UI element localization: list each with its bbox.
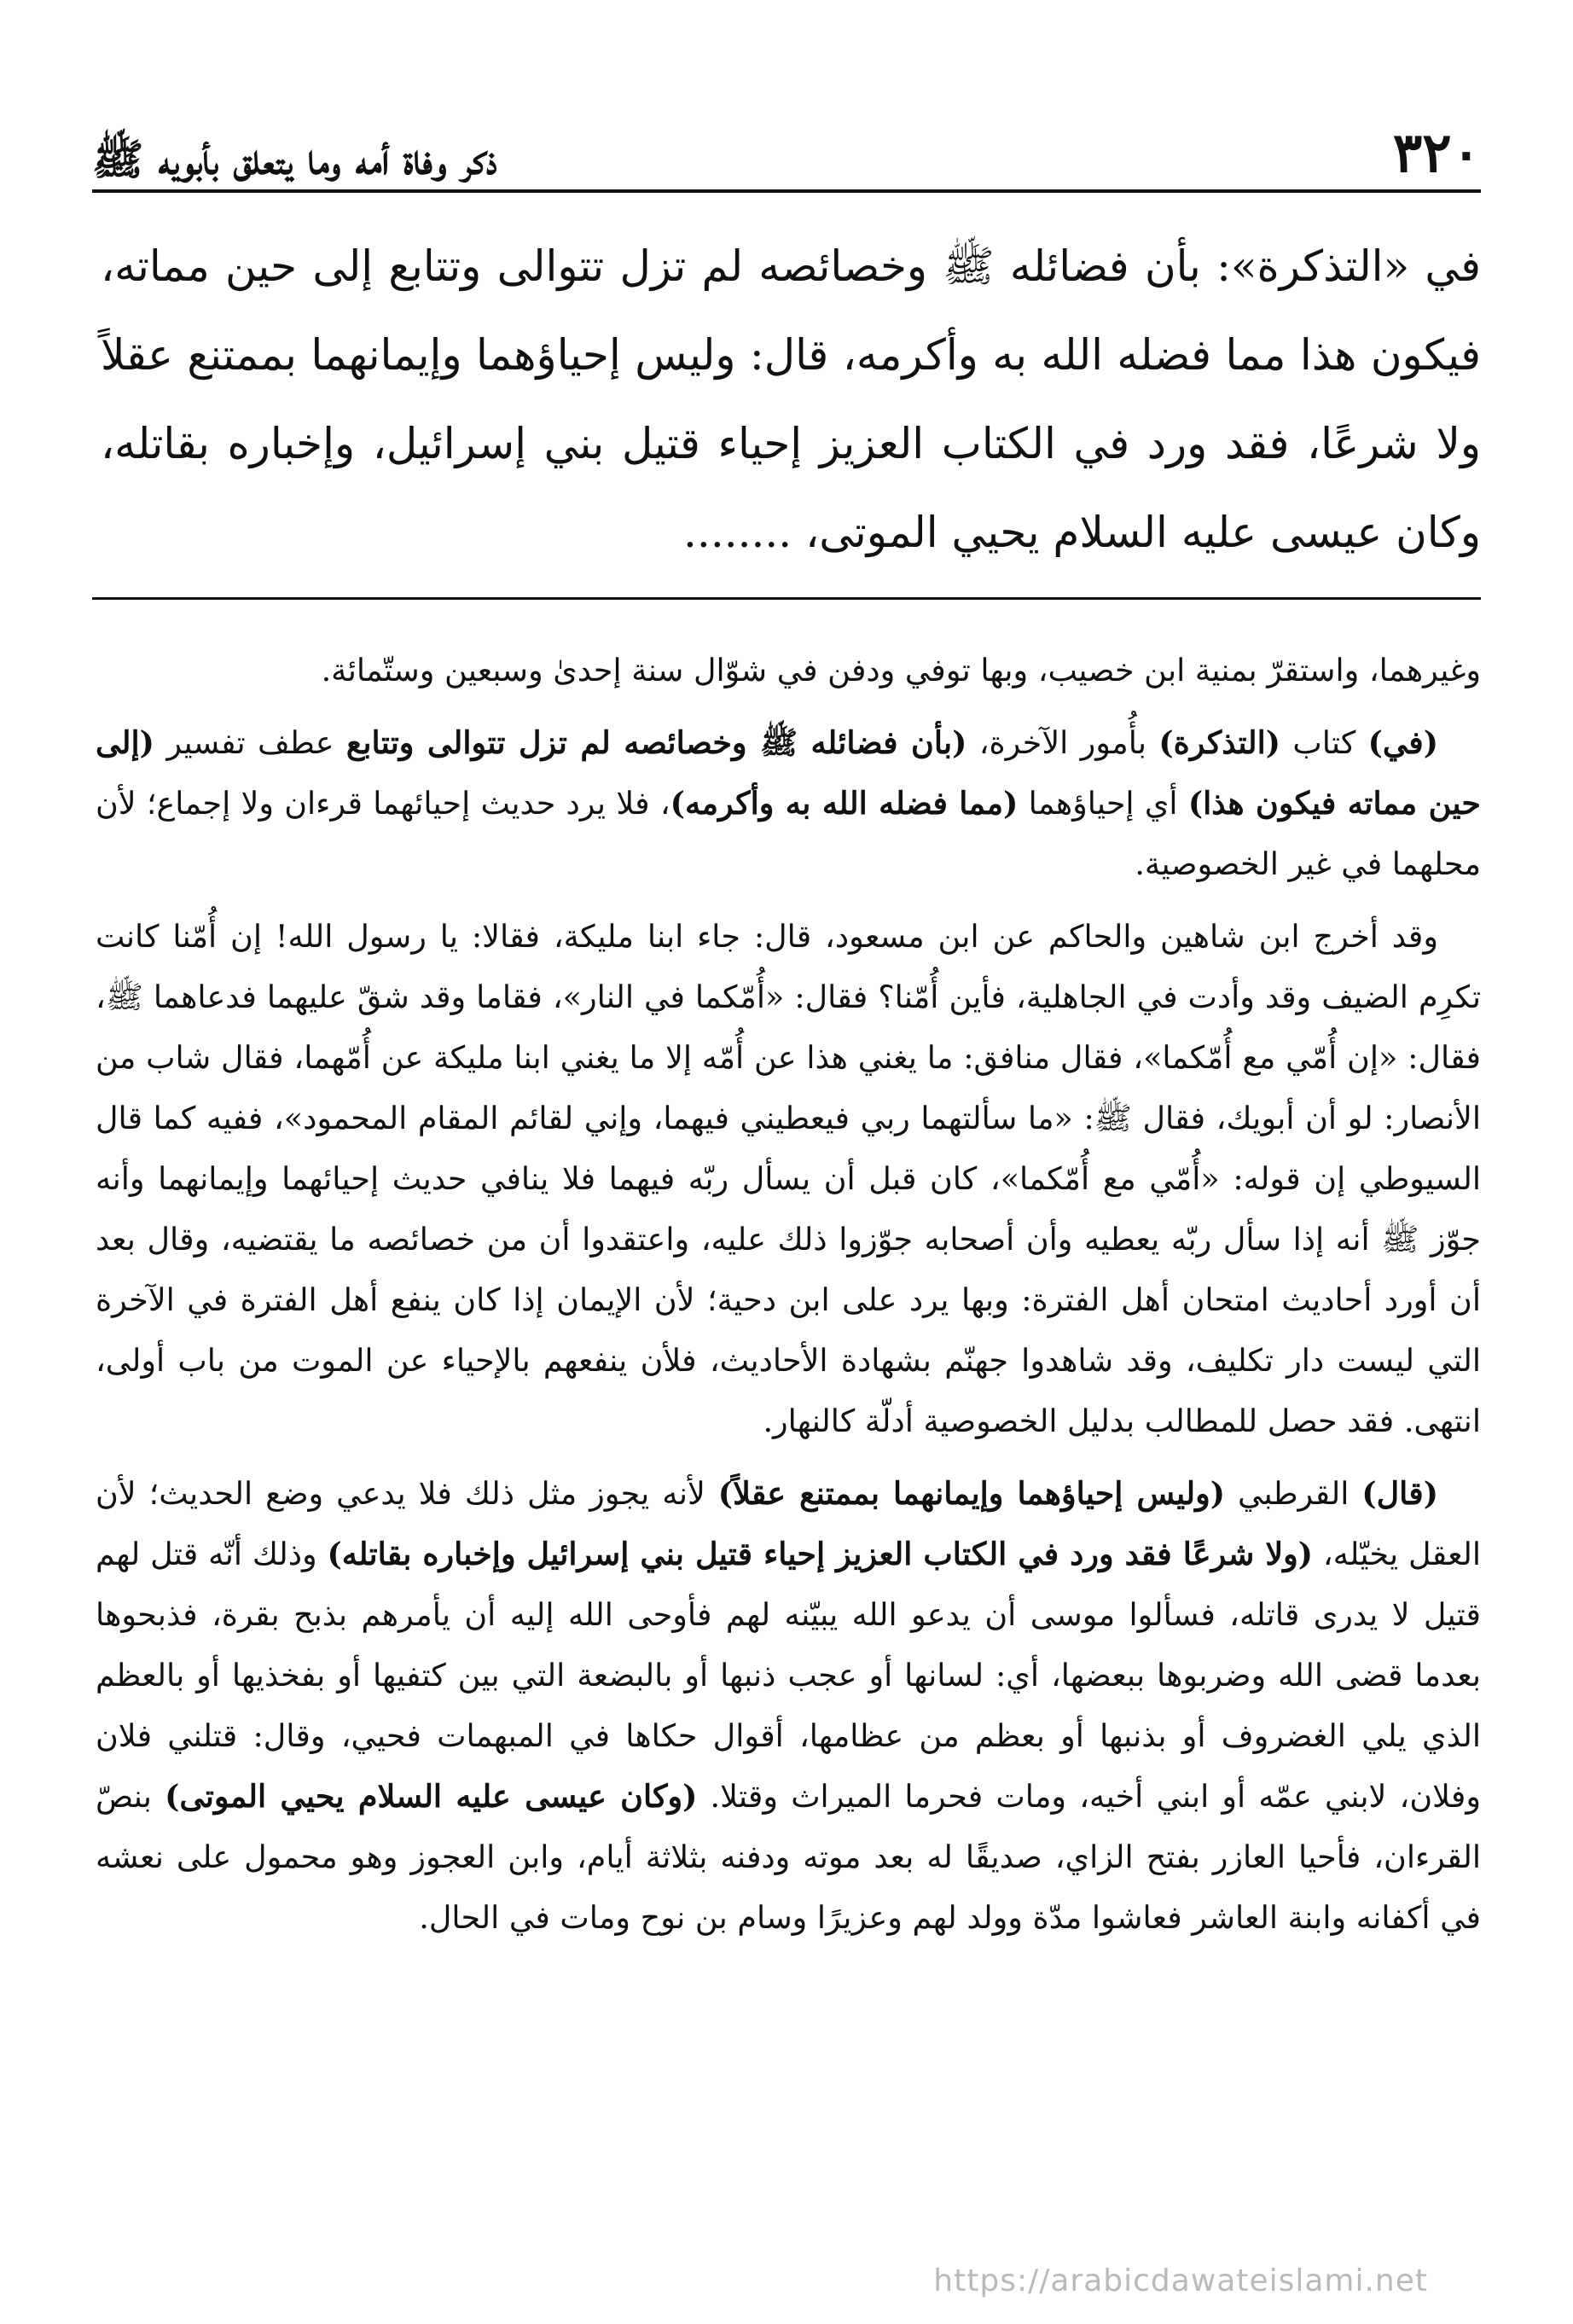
commentary-paragraph-2: (في) كتاب (التذكرة) بأُمور الآخرة، (بأن فضائله ﷺ وخصائصه لم تزل تتوالى وتتابع عطف تفسير (إلى حين مماته فيكون هذا) أي إحياؤهما (مما فضله الله به وأكرمه)، فلا يرد حديث إحيائهما قرءان ولا إجماع؛ لأن محلهما في غير الخصوصية. — [96, 724, 1481, 882]
quoted-term: (التذكرة) — [1158, 724, 1280, 761]
commentary-paragraph-3: وقد أخرج ابن شاهين والحاكم عن ابن مسعود، قال: جاء ابنا مليكة، فقالا: يا رسول الله! إن أُمّنا كانت تكرِم الضيف وقد وأدت في الجاهلية، فأين أُمّنا؟ فقال: «أُمّكما في النار»، فقاما وقد شقّ عليهما فدعاهما ﷺ، فقال: «إن أُمّي مع أُمّكما»، فقال منافق: ما يغني هذا عن أُمّه إلا ما يغني ابنا مليكة عن أُمّهما، فقال شاب من الأنصار: لو أن أبويك، فقال ﷺ: «ما سألتهما ربي فيعطيني فيهما، وإني لقائم المقام المحمود»، ففيه كما قال السيوطي إن قوله: «أُمّي مع أُمّكما»، كان قبل أن يسأل ربّه فيهما فلا ينافي حديث إحيائهما وإيمانهما وأنه جوّز ﷺ أنه إذا سأل ربّه يعطيه وأن أصحابه جوّزوا ذلك عليه، واعتقدوا أن من خصائصه ما يقتضيه، وقال بعد أن أورد أحاديث امتحان أهل الفترة: وبها يرد على ابن دحية؛ لأن الإيمان إذا كان ينفع أهل الفترة في الآخرة التي ليست دار تكليف، وقد شاهدوا جهنّم بشهادة الأحاديث، فلأن ينفعهم بالإحياء عن الموت من باب أولى، انتهى. فقد حصل للمطالب بدليل الخصوصية أدلّة كالنهار. — [96, 918, 1481, 1439]
watermark-url: https://arabicdawateislami.net — [933, 2263, 1428, 2298]
quoted-term: (قال) — [1361, 1475, 1438, 1512]
quoted-term: (وليس إحياؤهما وإيمانهما بممتنع عقلاً) — [717, 1475, 1226, 1512]
quoted-term: (بأن فضائله ﷺ وخصائصه لم تزل تتوالى وتتابع — [345, 724, 967, 761]
page-number: ٣٢٠ — [1392, 121, 1481, 185]
quoted-term: (مما فضله الله به وأكرمه) — [670, 785, 1019, 822]
separator-rule — [92, 597, 1481, 600]
main-text — [101, 222, 1481, 577]
header-rule — [92, 189, 1481, 193]
quoted-term: (ولا شرعًا فقد ورد في الكتاب العزيز إحياء قتيل بني إسرائيل وإخباره بقاتله) — [327, 1536, 1314, 1572]
quoted-term: (إلى حين مماته فيكون هذا) — [96, 724, 1481, 822]
quoted-term: (في) — [1367, 724, 1438, 761]
commentary — [96, 640, 1481, 1960]
main-text-paragraph: في «التذكرة»: بأن فضائله ﷺ وخصائصه لم تزل تتوالى وتتابع إلى حين مماته، فيكون هذا مما فضله الله به وأكرمه، قال: وليس إحياؤهما وإيمانهما بممتنع عقلاً ولا شرعًا، فقد ورد في الكتاب العزيز إحياء قتيل بني إسرائيل، وإخباره بقاتله، وكان عيسى عليه السلام يحيي الموتى، ........ — [101, 241, 1481, 557]
commentary-paragraph-4: (قال) القرطبي (وليس إحياؤهما وإيمانهما بممتنع عقلاً) لأنه يجوز مثل ذلك فلا يدعي وضع الحديث؛ لأن العقل يخيّله، (ولا شرعًا فقد ورد في الكتاب العزيز إحياء قتيل بني إسرائيل وإخباره بقاتله) وذلك أنّه قتل لهم قتيل لا يدرى قاتله، فسألوا موسى أن يدعو الله يبيّنه لهم فأوحى الله إليه أن يأمرهم بذبح بقرة، فذبحوها بعدما قضى الله وضربوها ببعضها، أي: لسانها أو عجب ذنبها أو بالبضعة التي بين كتفيها أو بفخذيها أو بالعظم الذي يلي الغضروف أو بذنبها أو بعظم من عظامها، أقوال حكاها في المبهمات فحيي، وقال: قتلني فلان وفلان، لابني عمّه أو ابني أخيه، ومات فحرما الميراث وقتلا. (وكان عيسى عليه السلام يحيي الموتى) بنصّ القرءان، فأحيا العازر بفتح الزاي، صديقًا له بعد موته ودفنه بثلاثة أيام، وابن العجوز وهو محمول على نعشه في أكفانه وابنة العاشر فعاشوا مدّة وولد لهم وعزيرًا وسام بن نوح ومات في الحال. — [96, 1475, 1481, 1936]
quoted-term: (وكان عيسى عليه السلام يحيي الموتى) — [165, 1778, 698, 1815]
page-header — [92, 96, 1481, 185]
running-title: ذكر وفاة أمه وما يتعلق بأبويه ﷺ — [92, 134, 497, 184]
commentary-paragraph-1: وغيرهما، واستقرّ بمنية ابن خصيب، وبها توفي ودفن في شوّال سنة إحدىٰ وسبعين وستّمائة. — [321, 652, 1481, 688]
